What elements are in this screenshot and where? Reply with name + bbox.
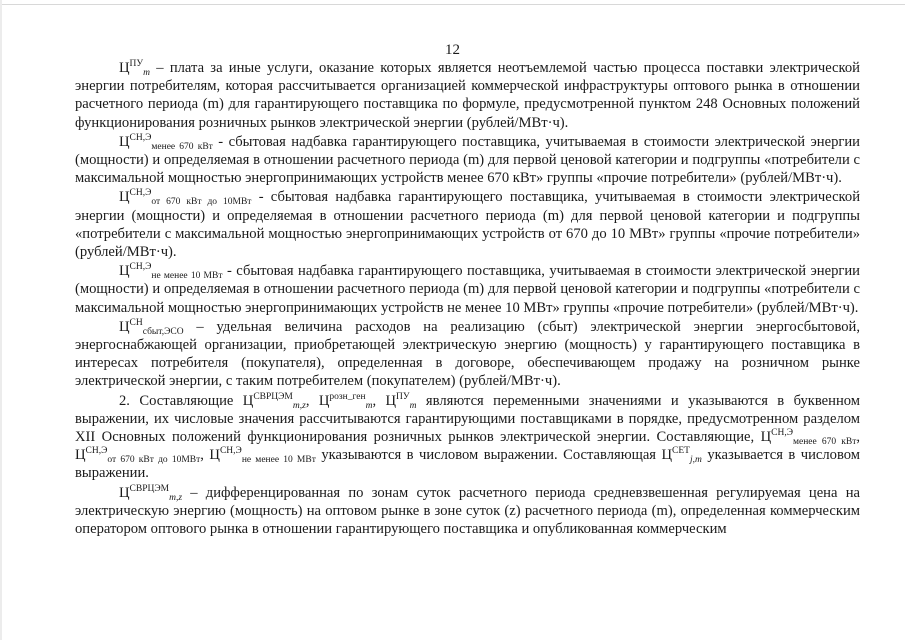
paragraph-text: - сбытовая надбавка гарантирующего поставщика, учитываемая в стоимости электрической энергии (мощности) и определяемая в отношении расчетного периода (m) для первой ценовой категории и подгруппы «потребители с максимальной мощностью энергопринимающих устройств от 670 до 10 МВт» группы «прочие потребители» (рублей/МВт·ч). [75, 189, 861, 261]
paragraph-sn-sbyt-eso [75, 318, 860, 391]
formula-symbol: $Ц^{розн\_ген}_m$ [318, 391, 373, 411]
paragraph-svrcem [75, 484, 860, 539]
formula-symbol: $Ц^{ПУ}_m$ [119, 59, 151, 78]
scan-edge-left [0, 0, 2, 640]
document-body [75, 59, 860, 539]
formula-symbol: $Ц^{СН,Э}_{от 670 кВт до 10МВт}$ [119, 188, 252, 208]
paragraph-section-2: 2. Составляющие $Ц^{СВРЦЭМ}_{m,z}$, $Ц^{розн\_ген}_m$, $Ц^{ПУ}_m$ являются переменными значениями и указываются в буквенном выражении, их числовые значения рассчитываются гарантирующими поставщиками в порядке, предусмотренном разделом XII Основных положений функционирования розничных рынков электрической энергии. Составляющие, $Ц^{СН,Э}_{менее 670 кВт}$, $Ц^{СН,Э}_{от 670 кВт до 10МВт}$, $Ц^{СН,Э}_{не менее 10 МВт}$ указываются в числовом выражении. Составляющая $Ц^{СЕТ}_{j,m}$ указывается в числовом выражении. [75, 391, 861, 482]
paragraph-text: – дифференцированная по зонам суток расчетного периода средневзвешенная регулируемая цена на электрическую энергию (мощность) на оптовом рынке в зоне суток (z) расчетного периода (m), определенная коммерческим оператором оптового рынка в отношении гарантирующего поставщика и опубликованная коммерческим [75, 484, 860, 538]
formula-symbol: $Ц^{СН,Э}_{не менее 10 МВт}$ [209, 446, 316, 466]
formula-symbol: $Ц^{СВРЦЭМ}_{m,z}$ [119, 483, 183, 503]
formula-symbol: $Ц^{СЕТ}_{j,m}$ [661, 446, 702, 466]
formula-symbol: $Ц^{СН,Э}_{менее 670 кВт}$ [119, 132, 213, 152]
page-number: 12 [445, 42, 460, 58]
paragraph-sn-not-less-10 [75, 262, 860, 317]
paragraph-text: – удельная величина расходов на реализацию (сбыт) электрической энергии энергосбытовой, энергоснабжающей организации, приобретающей электрическую энергию (мощность) у гарантирующего поставщика в интересах потребителя (покупателя), определенная в договоре, обеспечивающем продажу на розничном рынке электрической энергии, с таким потребителем (покупателем) (рублей/МВт·ч). [75, 318, 860, 390]
formula-symbol: $Ц^{СВРЦЭМ}_{m,z}$ [242, 391, 306, 411]
formula-symbol: $Ц^{СН,Э}_{от 670 кВт до 10МВт}$ [75, 446, 201, 466]
paragraph-pu [75, 59, 860, 132]
paragraph-text: – плата за иные услуги, оказание которых является неотъемлемой частью процесса поставки электрической энергии потребителям, которая рассчитывается организацией коммерческой инфраструктуры оптового рынка в отношении расчетного периода (m) для гарантирующего поставщика по формуле, предусмотренной пунктом 248 Основных положений функционирования розничных рынков электрической энергии (рублей/МВт·ч). [75, 60, 860, 131]
formula-symbol: $Ц^{ПУ}_m$ [385, 391, 417, 411]
scan-edge-top [0, 0, 905, 5]
paragraph-sn-less-670 [75, 133, 860, 188]
paragraph-text: - сбытовая надбавка гарантирующего поставщика, учитываемая в стоимости электрической энергии (мощности) и определяемая в отношении расчетного периода (m) для первой ценовой категории и подгруппы «потребители с максимальной мощностью энергопринимающих устройств менее 670 кВт» группы «прочие потребители» (рублей/МВт·ч). [75, 133, 860, 187]
formula-symbol: $Ц^{СН,Э}_{менее 670 кВт}$ [760, 428, 857, 448]
section-number: 2. [119, 392, 130, 409]
paragraph-text: - сбытовая надбавка гарантирующего поставщика, учитываемая в стоимости электрической энергии (мощности) и определяемая в отношении расчетного периода (m) для первой ценовой категории и подгруппы «потребители с максимальной мощностью энергопринимающих устройств не менее 10 МВт» группы «прочие потребители» (рублей/МВт·ч). [75, 263, 860, 316]
formula-symbol: $Ц^{СН,Э}_{не менее 10 МВт}$ [119, 262, 223, 282]
formula-symbol: $Ц^{СН}_{сбыт,ЭСО}$ [119, 317, 184, 337]
paragraph-sn-670-10 [75, 188, 860, 261]
